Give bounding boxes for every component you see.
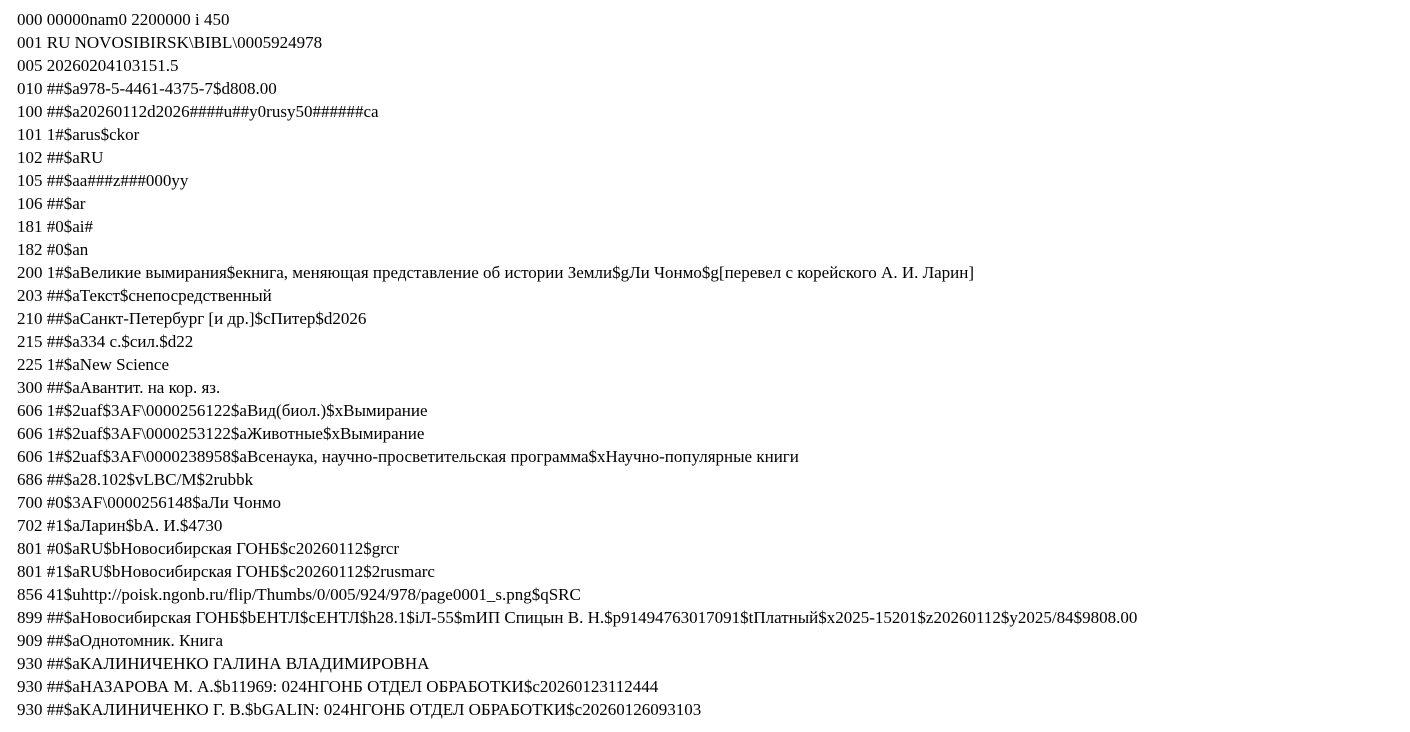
record-line: 200 1#$aВеликие вымирания$екнига, меняющая представление об истории Земли$gЛи Чонмо$g[перевел с корейского А. И. Ларин] xyxy=(17,263,975,282)
record-line: 606 1#$2uaf$3AF\0000256122$aВид(биол.)$xВымирание xyxy=(17,401,428,420)
record-line: 215 ##$a334 с.$cил.$d22 xyxy=(17,332,194,351)
record-line: 106 ##$ar xyxy=(17,194,86,213)
record-line: 686 ##$a28.102$vLBC/M$2rubbk xyxy=(17,470,254,489)
record-line: 102 ##$aRU xyxy=(17,148,104,167)
record-line: 100 ##$a20260112d2026####u##y0rusy50######ca xyxy=(17,102,379,121)
record-line: 210 ##$aСанкт-Петербург [и др.]$cПитер$d2026 xyxy=(17,309,367,328)
record-line: 181 #0$ai# xyxy=(17,217,94,236)
record-line: 856 41$uhttp://poisk.ngonb.ru/flip/Thumbs/0/005/924/978/page0001_s.png$qSRC xyxy=(17,585,581,604)
record-line: 001 RU NOVOSIBIRSK\BIBL\0005924978 xyxy=(17,33,323,52)
record-line: 801 #1$aRU$bНовосибирская ГОНБ$c20260112$2rusmarc xyxy=(17,562,435,581)
record-line: 225 1#$aNew Science xyxy=(17,355,170,374)
record-line: 182 #0$an xyxy=(17,240,89,259)
record-line: 606 1#$2uaf$3AF\0000253122$aЖивотные$xВымирание xyxy=(17,424,425,443)
record-line: 101 1#$arus$ckor xyxy=(17,125,140,144)
record-line: 899 ##$aНовосибирская ГОНБ$bЕНТЛ$cЕНТЛ$h28.1$iЛ-55$mИП Спицын В. Н.$p91494763017091$tПлатный$x2025-15201$z20260112$y2025/84$9808.00 xyxy=(17,608,1138,627)
record-line: 702 #1$aЛарин$bА. И.$4730 xyxy=(17,516,223,535)
record-line: 300 ##$aАвантит. на кор. яз. xyxy=(17,378,221,397)
record-line: 909 ##$aОднотомник. Книга xyxy=(17,631,224,650)
record-line: 930 ##$aКАЛИНИЧЕНКО ГАЛИНА ВЛАДИМИРОВНА xyxy=(17,654,430,673)
record-line: 930 ##$aНАЗАРОВА М. А.$b11969: 024НГОНБ ОТДЕЛ ОБРАБОТКИ$c20260123112444 xyxy=(17,677,659,696)
record-line: 700 #0$3AF\0000256148$aЛи Чонмо xyxy=(17,493,282,512)
record-line: 000 00000nam0 2200000 i 450 xyxy=(17,10,230,29)
record-line: 010 ##$a978-5-4461-4375-7$d808.00 xyxy=(17,79,277,98)
record-line: 930 ##$aКАЛИНИЧЕНКО Г. В.$bGALIN: 024НГОНБ ОТДЕЛ ОБРАБОТКИ$c20260126093103 xyxy=(17,700,702,719)
record-line: 606 1#$2uaf$3AF\0000238958$aВсенаука, научно-просветительская программа$xНаучно-популярные книги xyxy=(17,447,799,466)
record-line: 801 #0$aRU$bНовосибирская ГОНБ$c20260112$grcr xyxy=(17,539,400,558)
record-line: 005 20260204103151.5 xyxy=(17,56,179,75)
record-line: 105 ##$aa###z###000yy xyxy=(17,171,189,190)
record-line: 203 ##$aТекст$cнепосредственный xyxy=(17,286,272,305)
